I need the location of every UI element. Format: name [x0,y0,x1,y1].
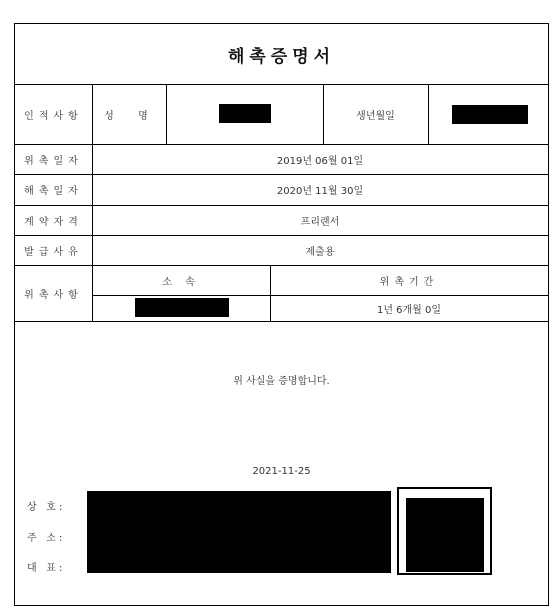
birthdate-redaction [452,105,528,124]
address-label: 주 소 : [27,533,63,544]
birthdate-label: 생년월일 [356,110,395,122]
period-value: 1년 6개월 0일 [376,304,442,316]
appointment-details-label: 위촉사항 [24,289,83,301]
column-divider [428,84,429,144]
affiliation-header: 소 속 [162,276,200,288]
appointed-date-label: 위촉일자 [24,155,83,167]
personal-info-label: 인적사항 [24,110,83,122]
certificate-document [14,23,549,606]
issue-reason-value: 제출용 [305,246,335,258]
seal-redaction [406,498,484,572]
document-title: 해촉증명서 [15,24,548,85]
period-header: 위촉기간 [379,276,439,288]
confirmation-text: 위 사실을 증명합니다. [233,376,330,387]
dismissed-date-value: 2020년 11월 30일 [276,186,364,197]
row-divider [15,321,548,322]
name-redaction [219,104,271,123]
issuer-details-redaction [87,491,391,573]
affiliation-redaction [135,298,229,317]
issue-date: 2021-11-25 [252,466,311,477]
company-label: 상 호 : [27,502,63,513]
contract-type-value: 프리랜서 [300,216,340,228]
name-label: 성 명 [104,110,154,122]
column-divider [166,84,167,144]
representative-label: 대 표 : [27,563,63,574]
dismissed-date-label: 해촉일자 [24,186,83,197]
appointed-date-value: 2019년 06월 01일 [276,155,364,167]
issue-reason-label: 발급사유 [24,246,83,258]
contract-type-label: 계약자격 [24,216,83,228]
